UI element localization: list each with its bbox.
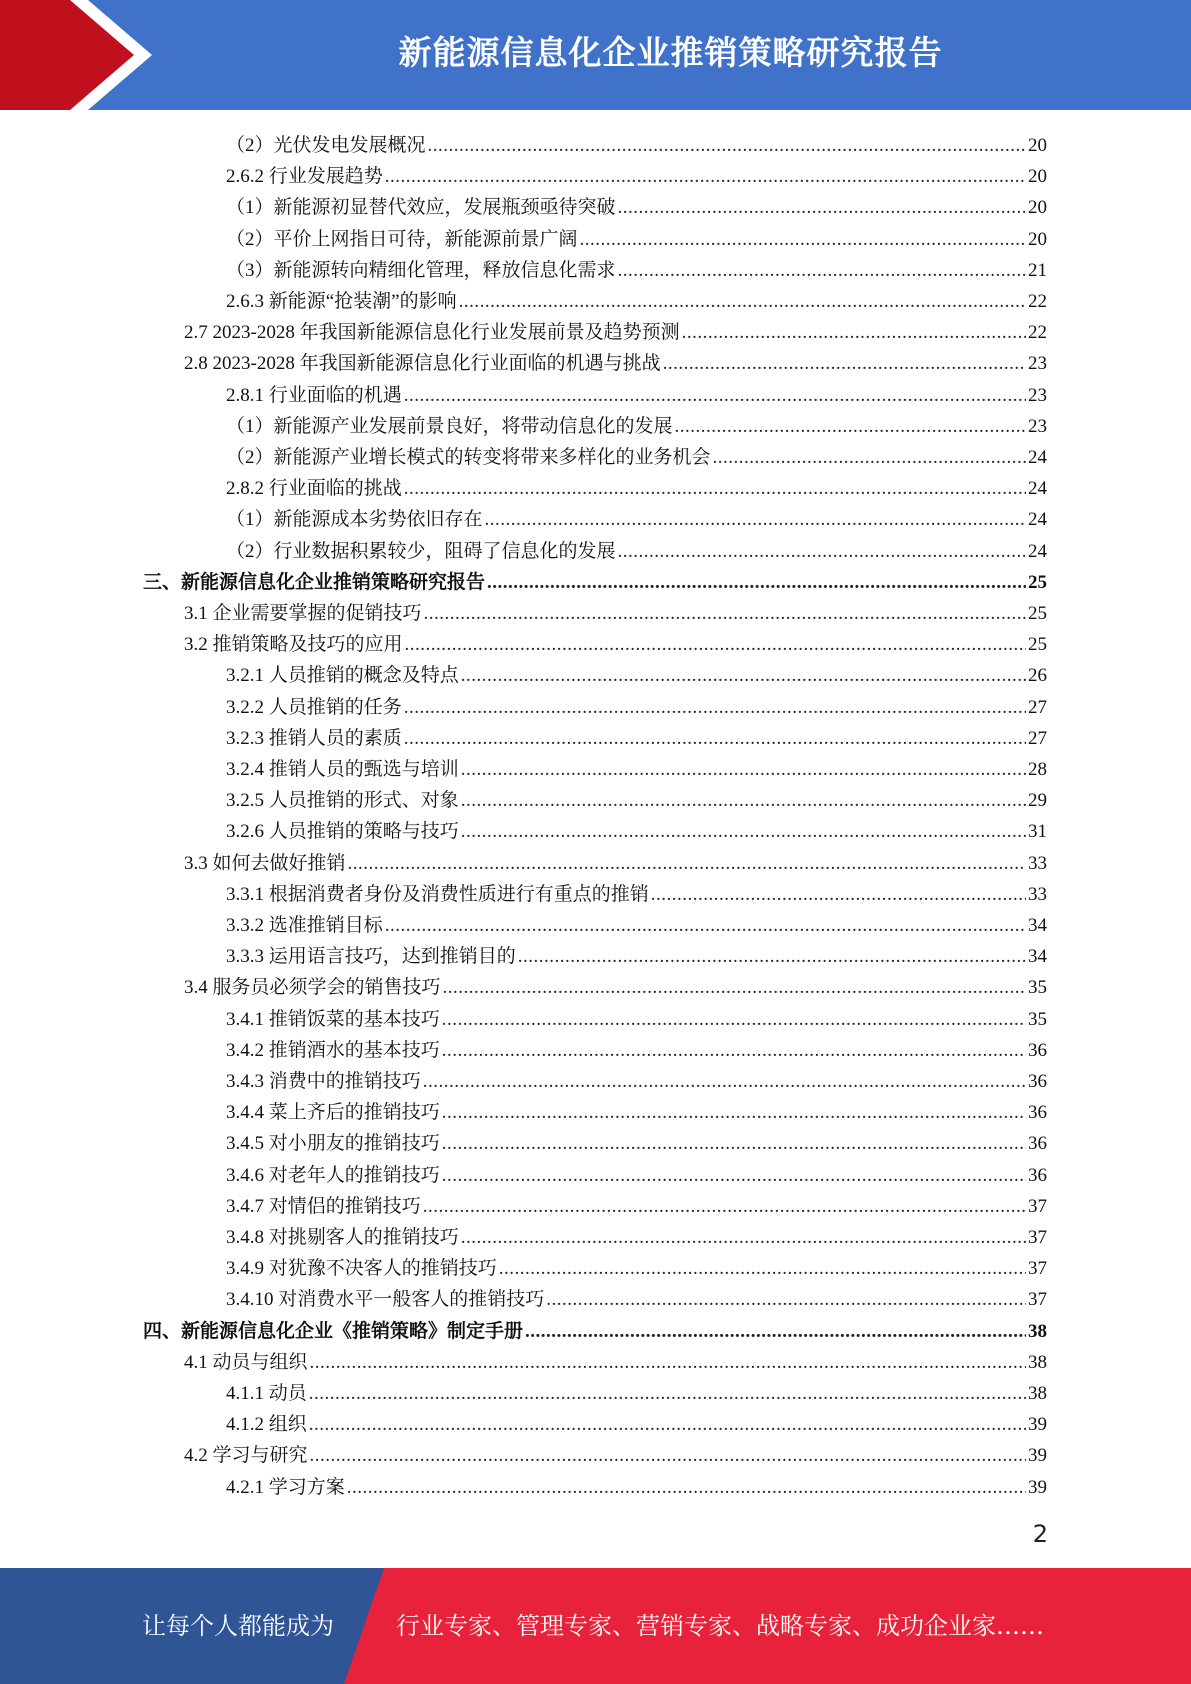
toc-entry[interactable] <box>226 1063 1047 1094</box>
toc-entry[interactable] <box>184 626 1047 657</box>
toc-entry[interactable] <box>184 969 1047 1000</box>
toc-entry-title: 3.3 如何去做好推销 <box>184 852 346 874</box>
toc-leader-dots <box>459 290 1026 314</box>
toc-entry-page: 22 <box>1028 291 1047 312</box>
toc-entry-title: 2.8 2023-2028 年我国新能源信息化行业面临的机遇与挑战 <box>184 353 661 375</box>
toc-leader-dots <box>675 415 1026 439</box>
toc-entry[interactable] <box>226 751 1047 782</box>
toc-entry-page: 36 <box>1028 1071 1047 1092</box>
toc-entry-page: 29 <box>1028 790 1047 812</box>
toc-entry-page: 38 <box>1028 1351 1047 1373</box>
toc-entry[interactable] <box>226 1281 1047 1312</box>
toc-leader-dots <box>461 758 1026 782</box>
toc-entry[interactable] <box>184 845 1047 876</box>
toc-entry[interactable] <box>226 158 1047 189</box>
toc-entry-page: 28 <box>1028 759 1047 780</box>
toc-entry[interactable] <box>226 1094 1047 1125</box>
toc-entry-page: 24 <box>1028 509 1047 531</box>
toc-leader-dots <box>618 259 1026 283</box>
toc-leader-dots <box>404 384 1026 408</box>
toc-entry-title: 3.4.8 对挑剔客人的推销技巧 <box>226 1227 459 1248</box>
toc-leader-dots <box>404 696 1026 720</box>
toc-leader-dots <box>499 1257 1026 1281</box>
toc-entry-title: 3.2.5 人员推销的形式、对象 <box>226 790 459 812</box>
toc-leader-dots <box>309 1382 1026 1406</box>
toc-entry-page: 35 <box>1028 1008 1047 1030</box>
toc-entry[interactable] <box>226 1157 1047 1188</box>
page-number: 2 <box>1032 1520 1048 1548</box>
toc-entry[interactable] <box>226 1001 1047 1032</box>
toc-entry-title: （2）行业数据积累较少，阻碍了信息化的发展 <box>226 540 616 562</box>
toc-leader-dots <box>580 228 1026 252</box>
toc-entry[interactable] <box>226 1188 1047 1219</box>
toc-entry[interactable] <box>184 1437 1047 1468</box>
toc-entry-page: 37 <box>1028 1289 1047 1311</box>
toc-entry[interactable] <box>226 689 1047 720</box>
toc-entry[interactable] <box>226 1375 1047 1406</box>
toc-entry[interactable] <box>226 127 1047 158</box>
toc-entry-title: 3.4.3 消费中的推销技巧 <box>226 1071 421 1092</box>
toc-entry-page: 27 <box>1028 727 1047 749</box>
footer-slogan-left: 让每个人都能成为 <box>142 1612 334 1640</box>
toc-entry-page: 25 <box>1028 634 1047 656</box>
toc-entry-title: 2.7 2023-2028 年我国新能源信息化行业发展前景及趋势预测 <box>184 322 680 344</box>
toc-leader-dots <box>546 1288 1026 1312</box>
toc-leader-dots <box>518 945 1026 969</box>
toc-entry-page: 36 <box>1028 1164 1047 1186</box>
toc-entry[interactable] <box>184 595 1047 626</box>
toc-leader-dots <box>618 196 1026 220</box>
toc-leader-dots <box>485 508 1026 532</box>
toc-entry-page: 26 <box>1028 665 1047 687</box>
toc-leader-dots <box>385 165 1026 189</box>
toc-entry[interactable] <box>226 938 1047 969</box>
toc-entry-page: 27 <box>1028 696 1047 718</box>
toc-entry-title: 4.1 动员与组织 <box>184 1351 308 1373</box>
toc-entry-title: （2）平价上网指日可待，新能源前景广阔 <box>226 228 578 250</box>
toc-entry[interactable] <box>226 533 1047 564</box>
toc-leader-dots <box>651 883 1026 907</box>
toc-entry-title: 3.3.3 运用语言技巧，达到推销目的 <box>226 946 516 968</box>
toc-entry[interactable] <box>226 189 1047 220</box>
toc-entry-title: 三、新能源信息化企业推销策略研究报告 <box>143 571 486 593</box>
toc-entry[interactable] <box>226 1125 1047 1156</box>
toc-entry-title: 3.1 企业需要掌握的促销技巧 <box>184 603 422 624</box>
toc-leader-dots <box>461 664 1026 688</box>
toc-entry-title: 3.4.2 推销酒水的基本技巧 <box>226 1039 440 1061</box>
toc-leader-dots <box>423 1195 1026 1219</box>
toc-entry-title: 3.4.6 对老年人的推销技巧 <box>226 1164 440 1186</box>
toc-entry-title: 3.4.10 对消费水平一般客人的推销技巧 <box>226 1289 545 1311</box>
toc-entry-title: 3.4.9 对犹豫不决客人的推销技巧 <box>226 1258 497 1280</box>
toc-entry-title: 3.2.2 人员推销的任务 <box>226 696 402 718</box>
toc-leader-dots <box>682 321 1026 345</box>
page-header <box>0 0 1191 110</box>
toc-entry-page: 23 <box>1028 384 1047 406</box>
page-footer <box>0 1568 1191 1684</box>
toc-entry[interactable] <box>143 1313 1047 1344</box>
toc-entry-title: 2.8.2 行业面临的挑战 <box>226 478 402 500</box>
toc-leader-dots <box>461 789 1026 813</box>
toc-leader-dots <box>442 1132 1026 1156</box>
toc-leader-dots <box>310 1444 1026 1468</box>
toc-leader-dots <box>713 446 1026 470</box>
toc-entry-title: 4.1.1 动员 <box>226 1383 307 1404</box>
toc-entry-page: 25 <box>1028 571 1047 593</box>
toc-entry-title: 四、新能源信息化企业《推销策略》制定手册 <box>143 1320 524 1342</box>
toc-entry[interactable] <box>226 377 1047 408</box>
toc-entry-title: 4.2.1 学习方案 <box>226 1476 345 1498</box>
toc-entry-title: 4.2 学习与研究 <box>184 1445 308 1467</box>
toc-entry-page: 35 <box>1028 977 1047 999</box>
toc-entry[interactable] <box>226 439 1047 470</box>
toc-entry-title: 3.2.1 人员推销的概念及特点 <box>226 665 459 687</box>
toc-entry-title: （2）新能源产业增长模式的转变将带来多样化的业务机会 <box>226 447 711 468</box>
toc-entry[interactable] <box>226 252 1047 283</box>
toc-entry-page: 33 <box>1028 852 1047 874</box>
toc-entry-title: （2）光伏发电发展概况 <box>226 135 426 156</box>
toc-entry[interactable] <box>226 1406 1047 1437</box>
toc-leader-dots <box>348 852 1026 876</box>
toc-leader-dots <box>310 1351 1026 1375</box>
toc-entry-title: 3.4.1 推销饭菜的基本技巧 <box>226 1008 440 1030</box>
toc-entry-page: 23 <box>1028 353 1047 375</box>
toc-leader-dots <box>442 1039 1026 1063</box>
toc-entry-title: 3.3.1 根据消费者身份及消费性质进行有重点的推销 <box>226 883 649 905</box>
toc-entry-page: 24 <box>1028 447 1047 468</box>
toc-entry[interactable] <box>143 564 1047 595</box>
toc-entry[interactable] <box>226 657 1047 688</box>
toc-entry[interactable] <box>226 1219 1047 1250</box>
toc-entry[interactable] <box>184 1344 1047 1375</box>
toc-entry-title: （1）新能源产业发展前景良好，将带动信息化的发展 <box>226 415 673 437</box>
toc-entry[interactable] <box>226 408 1047 439</box>
toc-entry-page: 34 <box>1028 915 1047 936</box>
toc-entry-title: 3.2.4 推销人员的甄选与培训 <box>226 759 459 780</box>
toc-entry-title: 3.2.6 人员推销的策略与技巧 <box>226 821 459 843</box>
toc-leader-dots <box>385 914 1026 938</box>
toc-leader-dots <box>525 1320 1026 1344</box>
toc-entry-page: 36 <box>1028 1102 1047 1124</box>
toc-entry-page: 20 <box>1028 228 1047 250</box>
toc-entry-page: 20 <box>1028 135 1047 156</box>
toc-entry-page: 24 <box>1028 478 1047 500</box>
toc-entry-title: （3）新能源转向精细化管理，释放信息化需求 <box>226 259 616 281</box>
toc-entry-page: 36 <box>1028 1133 1047 1155</box>
toc-leader-dots <box>663 352 1026 376</box>
toc-entry-page: 37 <box>1028 1227 1047 1248</box>
toc-entry[interactable] <box>226 470 1047 501</box>
document-title: 新能源信息化企业推销策略研究报告 <box>398 33 943 72</box>
toc-leader-dots <box>347 1476 1026 1500</box>
toc-entry[interactable] <box>226 1250 1047 1281</box>
toc-leader-dots <box>424 602 1026 626</box>
toc-leader-dots <box>405 633 1026 657</box>
toc-entry-page: 22 <box>1028 322 1047 344</box>
toc-entry[interactable] <box>226 720 1047 751</box>
toc-entry[interactable] <box>226 907 1047 938</box>
toc-leader-dots <box>428 134 1026 158</box>
toc-leader-dots <box>442 1008 1026 1032</box>
toc-entry-title: 3.2.3 推销人员的素质 <box>226 727 402 749</box>
toc-entry-page: 39 <box>1028 1476 1047 1498</box>
toc-leader-dots <box>404 727 1026 751</box>
toc-entry-page: 39 <box>1028 1414 1047 1436</box>
toc-entry-page: 34 <box>1028 946 1047 968</box>
toc-leader-dots <box>487 571 1026 595</box>
toc-entry-title: 2.6.3 新能源“抢装潮”的影响 <box>226 291 457 312</box>
toc-entry-page: 38 <box>1028 1383 1047 1404</box>
toc-entry[interactable] <box>184 345 1047 376</box>
toc-leader-dots <box>309 1413 1026 1437</box>
toc-entry-page: 37 <box>1028 1195 1047 1217</box>
toc-entry-title: 3.4.4 菜上齐后的推销技巧 <box>226 1102 440 1124</box>
toc-entry-title: 3.2 推销策略及技巧的应用 <box>184 634 403 656</box>
toc-leader-dots <box>404 477 1026 501</box>
toc-entry-page: 20 <box>1028 166 1047 188</box>
toc-leader-dots <box>442 1101 1026 1125</box>
toc-entry[interactable] <box>226 813 1047 844</box>
footer-slogan-right: 行业专家、管理专家、营销专家、战略专家、成功企业家…… <box>396 1612 1044 1640</box>
toc-entry-page: 33 <box>1028 883 1047 905</box>
toc-entry-page: 38 <box>1028 1320 1047 1342</box>
toc-entry-page: 21 <box>1028 259 1047 281</box>
toc-entry[interactable] <box>184 314 1047 345</box>
toc-entry-page: 25 <box>1028 603 1047 624</box>
toc-entry-title: 4.1.2 组织 <box>226 1414 307 1436</box>
toc-leader-dots <box>618 540 1026 564</box>
toc-leader-dots <box>442 1164 1026 1188</box>
toc-entry-page: 23 <box>1028 415 1047 437</box>
toc-entry[interactable] <box>226 782 1047 813</box>
toc-entry-page: 20 <box>1028 197 1047 219</box>
toc-leader-dots <box>461 820 1026 844</box>
toc-entry-page: 39 <box>1028 1445 1047 1467</box>
toc-entry[interactable] <box>226 876 1047 907</box>
toc-entry[interactable] <box>226 283 1047 314</box>
toc-leader-dots <box>443 976 1026 1000</box>
toc-entry-title: 3.4.5 对小朋友的推销技巧 <box>226 1133 440 1155</box>
toc-leader-dots <box>461 1226 1026 1250</box>
toc-entry-title: 3.4 服务员必须学会的销售技巧 <box>184 977 441 999</box>
toc-entry[interactable] <box>226 1469 1047 1500</box>
toc-entry[interactable] <box>226 501 1047 532</box>
toc-entry[interactable] <box>226 1032 1047 1063</box>
toc-entry-title: 3.3.2 选准推销目标 <box>226 915 383 936</box>
toc-entry-page: 31 <box>1028 821 1047 843</box>
toc-entry-title: （1）新能源初显替代效应，发展瓶颈亟待突破 <box>226 197 616 219</box>
toc-entry-title: 2.6.2 行业发展趋势 <box>226 166 383 188</box>
toc-entry-title: 2.8.1 行业面临的机遇 <box>226 384 402 406</box>
toc-entry-page: 36 <box>1028 1039 1047 1061</box>
toc-entry-page: 24 <box>1028 540 1047 562</box>
toc-entry-title: 3.4.7 对情侣的推销技巧 <box>226 1195 421 1217</box>
toc-leader-dots <box>423 1070 1026 1094</box>
toc-entry-title: （1）新能源成本劣势依旧存在 <box>226 509 483 531</box>
toc-entry[interactable] <box>226 221 1047 252</box>
toc-entry-page: 37 <box>1028 1258 1047 1280</box>
